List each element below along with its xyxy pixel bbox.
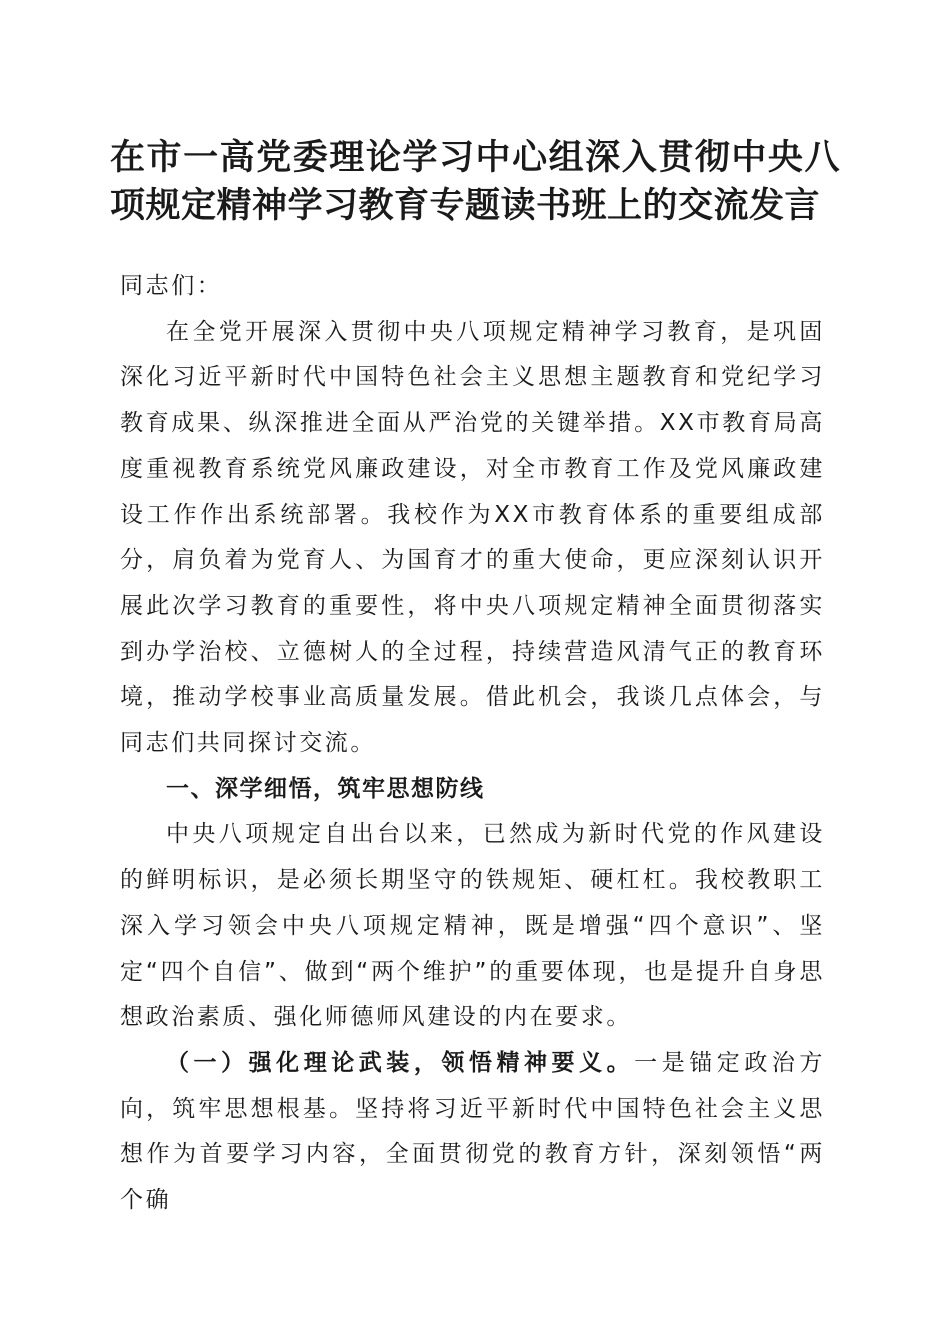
paragraph-section-1: 中央八项规定自出台以来，已然成为新时代党的作风建设的鲜明标识，是必须长期坚守的铁规矩、硬杠杠。我校教职工深入学习领会中央八项规定精神，既是增强“四个意识”、坚定“四个自信”、做到“两个维护”的重要体现，也是提升自身思想政治素质、强化师德师风建设的内在要求。 — [120, 821, 825, 1031]
section-heading-1: 一、深学细悟，筑牢思想防线 — [166, 775, 485, 802]
subsection-heading-1: （一）强化理论武装，领悟精神要义。 — [166, 1049, 635, 1076]
paragraph-intro: 在全党开展深入贯彻中央八项规定精神学习教育，是巩固深化习近平新时代中国特色社会主义思想主题教育和党纪学习教育成果、纵深推进全面从严治党的关键举措。XX市教育局高度重视教育系统党风廉政建设，对全市教育工作及党风廉政建设工作作出系统部署。我校作为XX市教育体系的重要组成部分，肩负着为党育人、为国育才的重大使命，更应深刻认识开展此次学习教育的重要性，将中央八项规定精神全面贯彻落实到办学治校、立德树人的全过程，持续营造风清气正的教育环境，推动学校事业高质量发展。借此机会，我谈几点体会，与同志们共同探讨交流。 — [120, 318, 825, 757]
paragraph-subsection-1 — [120, 1041, 825, 1224]
document-title: 在市一高党委理论学习中心组深入贯彻中央八项规定精神学习教育专题读书班上的交流发言 — [110, 137, 840, 226]
subsection-text-1: 一是锚定政治方向，筑牢思想根基。坚持将习近平新时代中国特色社会主义思想作为首要学习内容，全面贯彻党的教育方针，深刻领悟“两个确 — [120, 1049, 826, 1214]
salutation: 同志们： — [120, 273, 223, 299]
document-body — [120, 264, 825, 1224]
